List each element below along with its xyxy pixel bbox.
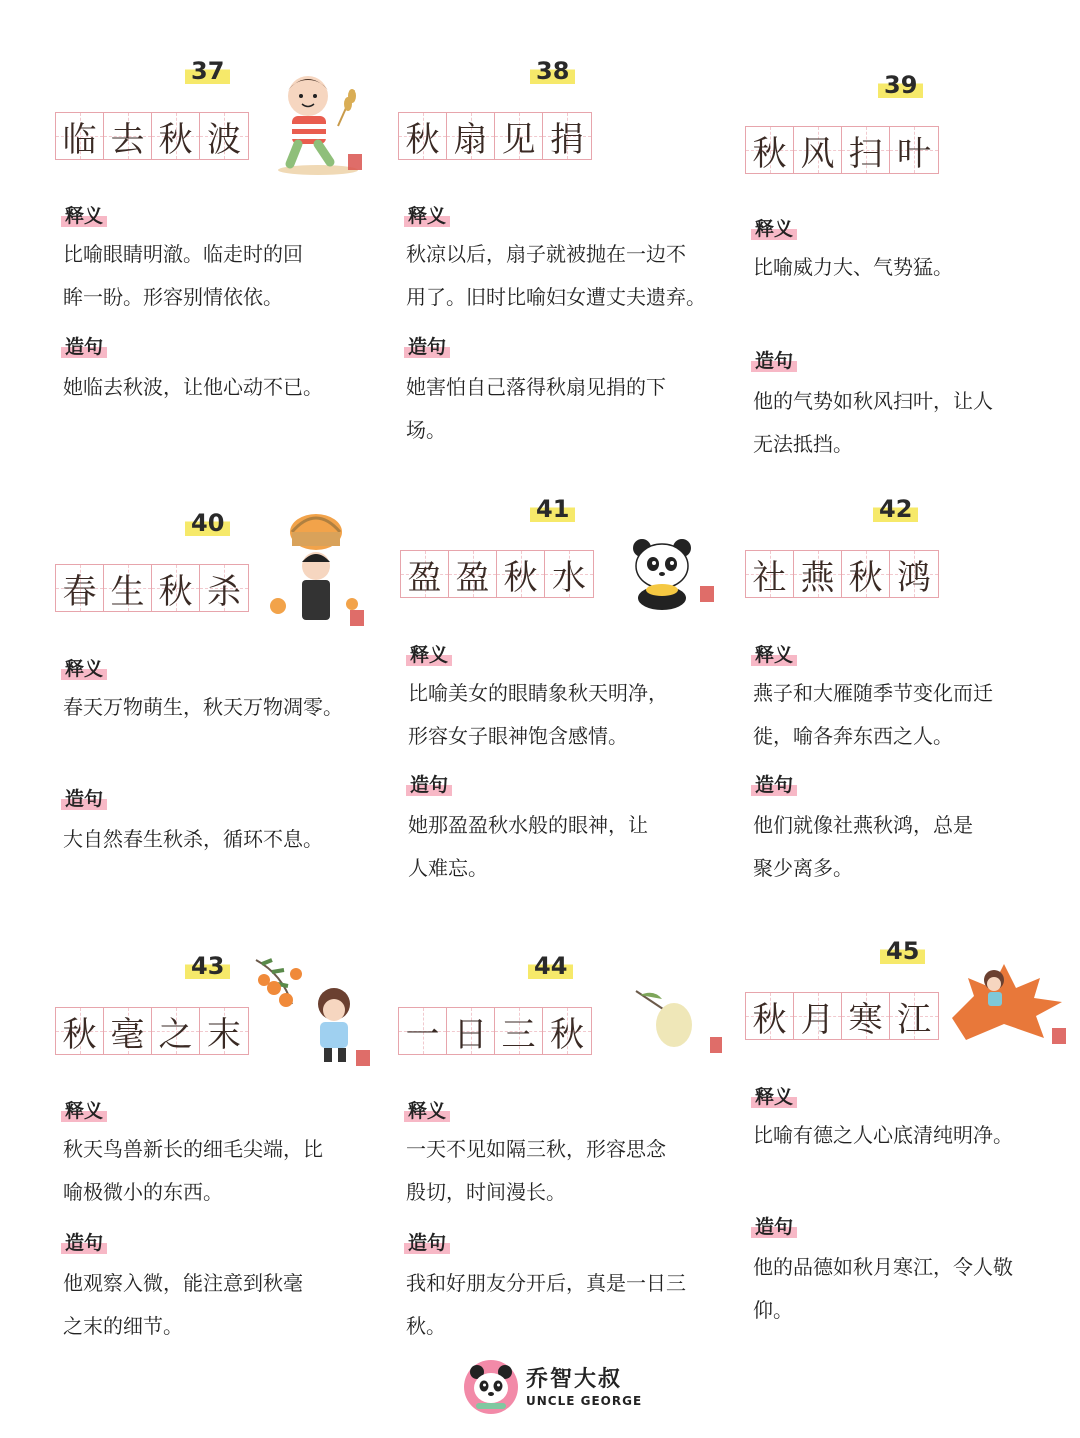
idiom-character-text: 秋 (550, 1014, 584, 1055)
boy-with-wheat-icon (268, 66, 368, 176)
example-line: 我和好朋友分开后，真是一日三 (406, 1271, 686, 1295)
example-text (753, 804, 1053, 890)
meaning-text (753, 672, 1053, 758)
idiom-character (200, 565, 248, 611)
example-line: 他们就像社燕秋鸿，总是 (753, 813, 973, 837)
idiom-character (746, 127, 794, 173)
idiom-grid (55, 112, 249, 160)
idiom-character-text: 鸿 (897, 557, 931, 598)
meaning-line: 形容女子眼神饱含感情。 (408, 724, 628, 748)
idiom-character-text: 杀 (207, 571, 241, 612)
example-line: 她害怕自己落得秋扇见捐的下 (406, 375, 666, 399)
idiom-character (56, 565, 104, 611)
example-label: 造句 (61, 1232, 107, 1254)
idiom-character (104, 1008, 152, 1054)
idiom-character-text: 扇 (453, 119, 488, 160)
idiom-character (890, 551, 938, 597)
idiom-character-text: 春 (62, 571, 97, 612)
idiom-character-text: 叶 (897, 133, 931, 174)
meaning-line: 比喻有德之人心底清纯明净。 (753, 1123, 1013, 1147)
idiom-number: 44 (528, 953, 573, 979)
idiom-character (746, 993, 794, 1039)
idiom-character-text: 扫 (848, 133, 883, 174)
meaning-line: 徙，喻各奔东西之人。 (753, 724, 953, 748)
idiom-character-text: 临 (62, 119, 97, 160)
idiom-grid (400, 550, 594, 598)
meaning-line: 秋凉以后，扇子就被抛在一边不 (406, 242, 686, 266)
idiom-character (56, 1008, 104, 1054)
example-label: 造句 (751, 1216, 797, 1238)
meaning-line: 燕子和大雁随季节变化而迁 (753, 681, 993, 705)
idiom-character-text: 秋 (503, 557, 538, 598)
example-text (63, 818, 363, 861)
idiom-character (104, 113, 152, 159)
meaning-text (63, 1128, 363, 1214)
idiom-character (495, 1008, 543, 1054)
idiom-character-text: 秋 (158, 119, 193, 160)
idiom-character (794, 127, 842, 173)
idiom-character-text: 社 (752, 557, 787, 598)
example-line: 无法抵挡。 (753, 432, 853, 456)
example-line: 场。 (406, 418, 446, 442)
example-text (753, 1246, 1053, 1332)
meaning-label: 释义 (404, 205, 450, 227)
example-line: 他的气势如秋风扫叶，让人 (753, 389, 993, 413)
idiom-character-text: 末 (207, 1014, 241, 1055)
meaning-label: 释义 (404, 1100, 450, 1122)
idiom-number: 38 (530, 58, 575, 84)
idiom-character (56, 113, 104, 159)
idiom-number: 42 (873, 496, 918, 522)
idiom-character (497, 551, 545, 597)
idiom-grid (55, 564, 249, 612)
idiom-character (545, 551, 593, 597)
meaning-text (406, 233, 706, 319)
example-label: 造句 (61, 788, 107, 810)
idiom-character-text: 见 (501, 119, 536, 160)
idiom-number: 40 (185, 510, 230, 536)
idiom-character-text: 盈 (407, 557, 442, 598)
idiom-character (399, 113, 447, 159)
meaning-label: 释义 (61, 205, 107, 227)
idiom-grid (55, 1007, 249, 1055)
idiom-number: 41 (530, 496, 575, 522)
idiom-character (794, 551, 842, 597)
idiom-character (543, 113, 591, 159)
meaning-line: 用了。旧时比喻妇女遭丈夫遗弃。 (406, 285, 706, 309)
idiom-character (152, 1008, 200, 1054)
pear-branch-icon (616, 985, 726, 1060)
idiom-character (842, 127, 890, 173)
meaning-text (753, 1114, 1053, 1157)
idiom-character-text: 月 (800, 999, 835, 1040)
idiom-character (890, 993, 938, 1039)
example-line: 聚少离多。 (753, 856, 853, 880)
meaning-line: 比喻威力大、气势猛。 (753, 255, 953, 279)
meaning-line: 春天万物萌生，秋天万物凋零。 (63, 695, 343, 719)
idiom-character-text: 秋 (405, 119, 440, 160)
idiom-character (543, 1008, 591, 1054)
idiom-character (104, 565, 152, 611)
idiom-grid (398, 112, 592, 160)
meaning-label: 释义 (751, 1086, 797, 1108)
idiom-character-text: 日 (453, 1014, 488, 1055)
example-label: 造句 (751, 774, 797, 796)
idiom-character-text: 秋 (848, 557, 883, 598)
idiom-grid (745, 126, 939, 174)
idiom-character-text: 捐 (550, 119, 584, 160)
example-text (408, 804, 708, 890)
idiom-character-text: 三 (501, 1014, 536, 1055)
brand-name-en: UNCLE GEORGE (526, 1394, 643, 1408)
idiom-character-text: 寒 (848, 999, 883, 1040)
idiom-character (447, 1008, 495, 1054)
example-text (63, 1262, 363, 1348)
idiom-character-text: 毫 (110, 1014, 145, 1055)
example-label: 造句 (404, 336, 450, 358)
footer-brand (462, 1358, 642, 1416)
idiom-character (842, 551, 890, 597)
idiom-character-text: 秋 (158, 571, 193, 612)
idiom-character-text: 秋 (752, 999, 787, 1040)
meaning-line: 秋天鸟兽新长的细毛尖端，比 (63, 1137, 323, 1161)
idiom-grid (398, 1007, 592, 1055)
meaning-text (63, 686, 363, 729)
idiom-grid (745, 992, 939, 1040)
example-text (406, 1262, 706, 1348)
example-line: 仰。 (753, 1298, 793, 1322)
idiom-character (890, 127, 938, 173)
brand-name-cn: 乔智大叔 (526, 1367, 623, 1392)
meaning-text (63, 233, 363, 319)
meaning-line: 殷切，时间漫长。 (406, 1180, 566, 1204)
idiom-number: 43 (185, 953, 230, 979)
idiom-character (495, 113, 543, 159)
idiom-character-text: 水 (552, 557, 586, 598)
example-line: 他的品德如秋月寒江，令人敬 (753, 1255, 1013, 1279)
example-text (63, 366, 363, 409)
idiom-character-text: 江 (897, 999, 931, 1040)
girl-on-maple-leaf-icon (944, 958, 1070, 1050)
example-label: 造句 (61, 336, 107, 358)
example-line: 秋。 (406, 1314, 446, 1338)
idiom-number: 37 (185, 58, 230, 84)
example-label: 造句 (404, 1232, 450, 1254)
idiom-character-text: 风 (800, 133, 835, 174)
idiom-character (746, 551, 794, 597)
idiom-character (842, 993, 890, 1039)
meaning-line: 比喻美女的眼睛象秋天明净， (408, 681, 668, 705)
idiom-character-text: 盈 (455, 557, 490, 598)
meaning-text (406, 1128, 706, 1214)
panda-with-corn-icon (628, 536, 718, 610)
example-line: 人难忘。 (408, 856, 488, 880)
example-line: 她临去秋波，让他心动不已。 (63, 375, 323, 399)
idiom-character-text: 生 (110, 571, 145, 612)
idiom-character-text: 秋 (62, 1014, 97, 1055)
idiom-grid (745, 550, 939, 598)
idiom-character-text: 去 (110, 119, 145, 160)
example-line: 她那盈盈秋水般的眼神，让 (408, 813, 648, 837)
idiom-character (200, 113, 248, 159)
meaning-text (753, 246, 1053, 289)
example-text (753, 380, 1053, 466)
meaning-text (408, 672, 708, 758)
idiom-character-text: 秋 (752, 133, 787, 174)
idiom-character-text: 波 (207, 119, 241, 160)
idiom-character-text: 燕 (800, 557, 835, 598)
idiom-number: 45 (880, 938, 925, 964)
child-persimmon-tree-icon (252, 954, 372, 1070)
meaning-line: 眸一盼。形容别情依依。 (63, 285, 283, 309)
example-label: 造句 (751, 350, 797, 372)
idiom-character (200, 1008, 248, 1054)
meaning-label: 释义 (751, 218, 797, 240)
meaning-label: 释义 (751, 644, 797, 666)
idiom-character (794, 993, 842, 1039)
example-line: 之末的细节。 (63, 1314, 183, 1338)
meaning-label: 释义 (406, 644, 452, 666)
idiom-character (152, 565, 200, 611)
meaning-line: 喻极微小的东西。 (63, 1180, 223, 1204)
idiom-character (152, 113, 200, 159)
panda-logo-icon (462, 1358, 520, 1416)
idiom-number: 39 (878, 72, 923, 98)
meaning-line: 一天不见如隔三秋，形容思念 (406, 1137, 666, 1161)
idiom-character-text: 一 (405, 1014, 440, 1055)
example-label: 造句 (406, 774, 452, 796)
idiom-character (401, 551, 449, 597)
idiom-character (447, 113, 495, 159)
girl-with-basket-icon (262, 510, 368, 632)
idiom-character (399, 1008, 447, 1054)
idiom-character (449, 551, 497, 597)
example-line: 他观察入微，能注意到秋毫 (63, 1271, 303, 1295)
example-line: 大自然春生秋杀，循环不息。 (63, 827, 323, 851)
example-text (406, 366, 706, 452)
idiom-character-text: 之 (158, 1014, 193, 1055)
meaning-label: 释义 (61, 658, 107, 680)
meaning-label: 释义 (61, 1100, 107, 1122)
meaning-line: 比喻眼睛明澈。临走时的回 (63, 242, 303, 266)
